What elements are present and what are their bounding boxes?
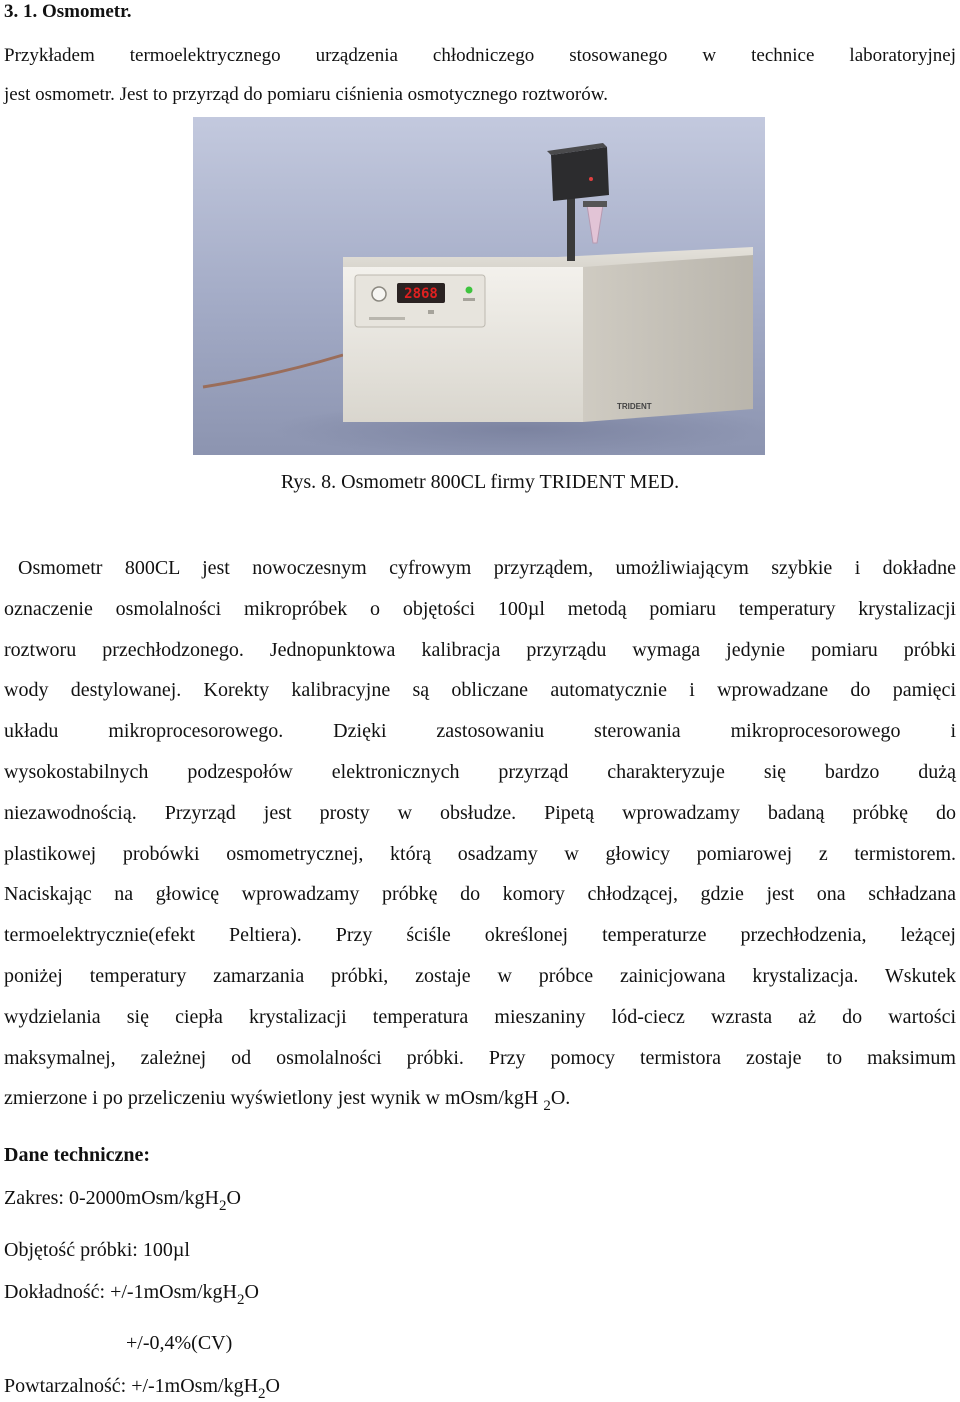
spec-volume: Objętość próbki: 100µl [4,1239,190,1261]
brand-label: TRIDENT [617,402,652,411]
display-reading: 2868 [404,286,438,302]
osmometer-photo [193,117,765,455]
spec-range: Zakres: 0-2000mOsm/kgH$_2$O [4,1187,241,1214]
paragraph-line: termoelektrycznie(efekt Peltiera). Przy ściśle określonej temperaturze przechłodzenia, leżącej [4,924,956,947]
paragraph-line: Naciskając na głowicę wprowadzamy próbkę do komory chłodzącej, gdzie jest ona schładzana [4,883,956,906]
spec-repeatability: Powtarzalność: +/-1mOsm/kgH$_2$O [4,1375,280,1402]
paragraph-line: wody destylowanej. Korekty kalibracyjne są obliczane automatycznie i wprowadzane do pamięci [4,679,956,702]
paragraph-line: wydzielania się ciepła krystalizacji temperatura mieszaniny lód-ciecz wzrasta aż do wartości [4,1005,956,1028]
measuring-head [551,147,609,201]
spec-accuracy-cv: +/-0,4%(CV) [126,1332,233,1354]
paragraph-last-line: zmierzone i po przeliczeniu wyświetlony jest wynik w mOsm/kgH $_2$O. [4,1087,571,1115]
spec-accuracy: Dokładność: +/-1mOsm/kgH$_2$O [4,1281,259,1308]
specs-title: Dane techniczne: [4,1144,151,1166]
paragraph-line: układu mikroprocesorowego. Dzięki zastosowaniu sterowania mikroprocesorowego i [4,720,956,743]
paragraph-line: oznaczenie osmolalności mikropróbek o objętości 100µl metodą pomiaru temperatury krystalizacji [4,597,956,620]
paragraph-line: Osmometr 800CL jest nowoczesnym cyfrowym przyrządem, umożliwiającym szybkie i dokładne [18,557,956,579]
device-side [583,255,753,422]
head-post [567,197,575,261]
paragraph-line: plastikowej probówki osmometrycznej, którą osadzamy w głowicy pomiarowej z termistorem. [4,842,956,865]
description-paragraph [4,548,956,1119]
paragraph-line: wysokostabilnych podzespołów elektronicznych przyrząd charakteryzuje się bardzo dużą [4,760,956,783]
status-led-icon [466,287,473,294]
paragraph-line: roztworu przechłodzonego. Jednopunktowa kalibracja przyrządu wymaga jedynie pomiaru próbki [4,638,956,661]
paragraph-line: poniżej temperatury zamarzania próbki, zostaje w próbce zainicjowana krystalizacja. Wskutek [4,964,956,987]
section-heading: 3. 1. Osmometr. [4,1,132,22]
paragraph-line: niezawodnością. Przyrząd jest prosty w obsłudze. Pipetą wprowadzamy badaną próbkę do [4,801,956,824]
intro-line: jest osmometr. Jest to przyrząd do pomiaru ciśnienia osmotycznego roztworów. [4,84,608,105]
power-button-icon [372,287,386,301]
intro-paragraph [4,36,956,114]
paragraph-line: maksymalnej, zależnej od osmolalności próbki. Przy pomocy termistora zostaje to maksimum [4,1046,956,1069]
intro-line: Przykładem termoelektrycznego urządzenia chłodniczego stosowanego w technice laboratoryjnej [4,45,956,66]
figure-caption: Rys. 8. Osmometr 800CL firmy TRIDENT MED. [280,471,680,493]
